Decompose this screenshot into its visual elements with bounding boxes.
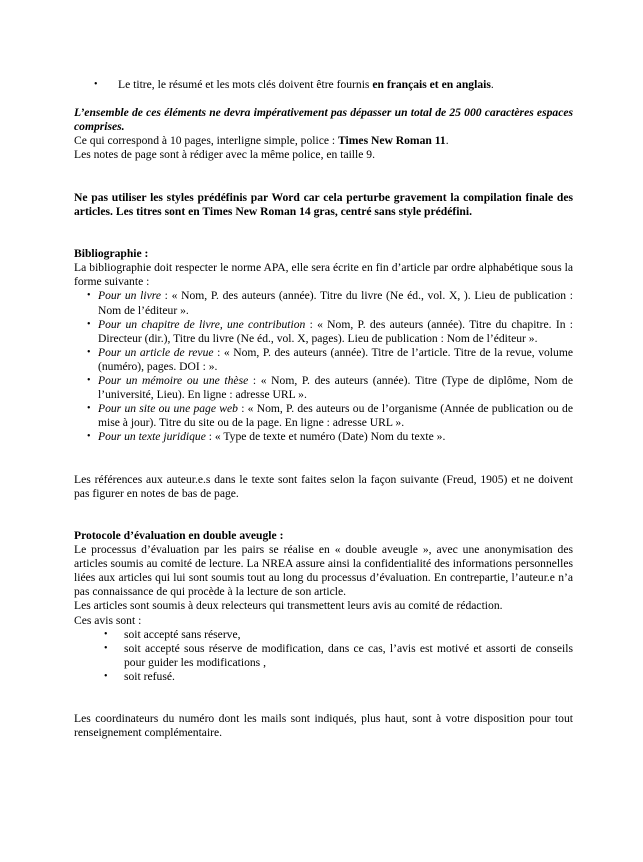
list-item [74, 402, 573, 430]
spacer [74, 219, 573, 233]
paragraph-relecteurs: Les articles sont soumis à deux relecteurs qui transmettent leurs avis au comité de rédaction. [74, 599, 503, 613]
paragraph-bibliographie: La bibliographie doit respecter le norme APA, elle sera écrite en fin d’article par ordre alphabétique sous la forme suivante : [74, 261, 573, 289]
bullet-end-text: . [490, 78, 494, 91]
list-item [74, 430, 573, 444]
paragraph-processus: Le processus d’évaluation par les pairs se réalise en « double aveugle », avec une anonymisation des articles soumis au comité de lecture. La NREA assure ainsi la confidentialité des informations personnelles liées aux articles qui lui sont soumis tout au long du processus d’évaluation. En contrepartie, l’auteur.e n’a pas connaissance de qui procède à la lecture de son article. [74, 543, 573, 599]
list-item [74, 78, 573, 92]
list-item [74, 374, 573, 402]
biblio-text: : « Nom, P. des auteurs (année). Titre du livre (Ne éd., vol. X, ). Lieu de publication : Nom de l’éditeur ». [98, 289, 573, 317]
biblio-label: Pour un livre [98, 289, 161, 303]
paragraph-notes: Les notes de page sont à rédiger avec la même police, en taille 9. [74, 148, 375, 162]
correspond-end: . [445, 134, 449, 148]
spacer [74, 233, 573, 247]
heading-protocole: Protocole d’évaluation en double aveugle : [74, 529, 284, 542]
list-item [74, 318, 573, 346]
spacer [74, 177, 573, 191]
paragraph-coordinateurs: Les coordinateurs du numéro dont les mails sont indiqués, plus haut, sont à votre disposition pour tout renseignement complémentaire. [74, 712, 573, 740]
list-item: • soit refusé. [74, 670, 573, 684]
spacer [74, 459, 573, 473]
biblio-text: : « Nom, P. des auteurs ou de l’organisme (Année de publication ou de mise à jour). Titre du site ou de la page. En ligne : adresse URL ». [98, 402, 573, 430]
document-body [74, 78, 573, 740]
biblio-label: Pour un chapitre de livre, une contribution [98, 317, 306, 331]
avis-list [74, 628, 573, 684]
spacer [74, 163, 573, 177]
list-item: • soit accepté sans réserve, [74, 628, 573, 642]
spacer [74, 684, 573, 698]
biblio-label: Pour un site ou une page web [98, 402, 238, 416]
biblio-label: Pour un mémoire ou une thèse [98, 373, 249, 387]
paragraph-correspond [74, 134, 573, 148]
spacer [74, 444, 573, 458]
biblio-label: Pour un article de revue [98, 345, 214, 359]
bullet-bold-text: en français et en anglais [372, 78, 491, 91]
spacer [74, 501, 573, 515]
biblio-label: Pour un texte juridique [98, 430, 206, 444]
biblio-text: : « Nom, P. des auteurs (année). Titre du chapitre. In : Directeur (dir.), Titre du livre (Ne éd., vol. X, pages). Lieu de publication : Nom de l’éditeur ». [98, 317, 573, 345]
biblio-text: : « Nom, P. des auteurs (année). Titre (Type de diplôme, Nom de l’université, Lieu). En ligne : adresse URL ». [98, 373, 573, 402]
paragraph-ne-pas-utiliser: Ne pas utiliser les styles prédéfinis par Word car cela perturbe gravement la compilation finale des articles. Les titres sont en Times New Roman 14 gras, centré sans style prédéfini. [74, 190, 573, 218]
list-item [74, 289, 573, 317]
correspond-lead: Ce qui correspond à 10 pages, interligne simple, police : [74, 134, 339, 148]
top-bullet-list [74, 78, 573, 92]
spacer [74, 698, 573, 712]
bibliography-list [74, 289, 573, 444]
paragraph-ces-avis: Ces avis sont : [74, 613, 142, 627]
spacer [74, 515, 573, 529]
paragraph-references: Les références aux auteur.e.s dans le texte sont faites selon la façon suivante (Freud, 1905) et ne doivent pas figurer en notes de bas de page. [74, 472, 573, 500]
biblio-text: : « Nom, P. des auteurs (année). Titre de l’article. Titre de la revue, volume (numéro), pages. DOI : ». [98, 345, 573, 373]
list-item [74, 346, 573, 374]
biblio-text: : « Type de texte et numéro (Date) Nom du texte ». [205, 430, 446, 444]
correspond-bold: Times New Roman 11 [338, 134, 446, 148]
heading-bibliographie: Bibliographie : [74, 247, 149, 261]
list-item: • soit accepté sous réserve de modification, dans ce cas, l’avis est motivé et assorti de conseils pour guider les modifications , [74, 642, 573, 670]
spacer [74, 92, 573, 106]
paragraph-ensemble: L’ensemble de ces éléments ne devra impérativement pas dépasser un total de 25 000 caractères espaces comprises. [74, 106, 573, 134]
bullet-lead-text: Le titre, le résumé et les mots clés doivent être fournis [118, 78, 373, 91]
